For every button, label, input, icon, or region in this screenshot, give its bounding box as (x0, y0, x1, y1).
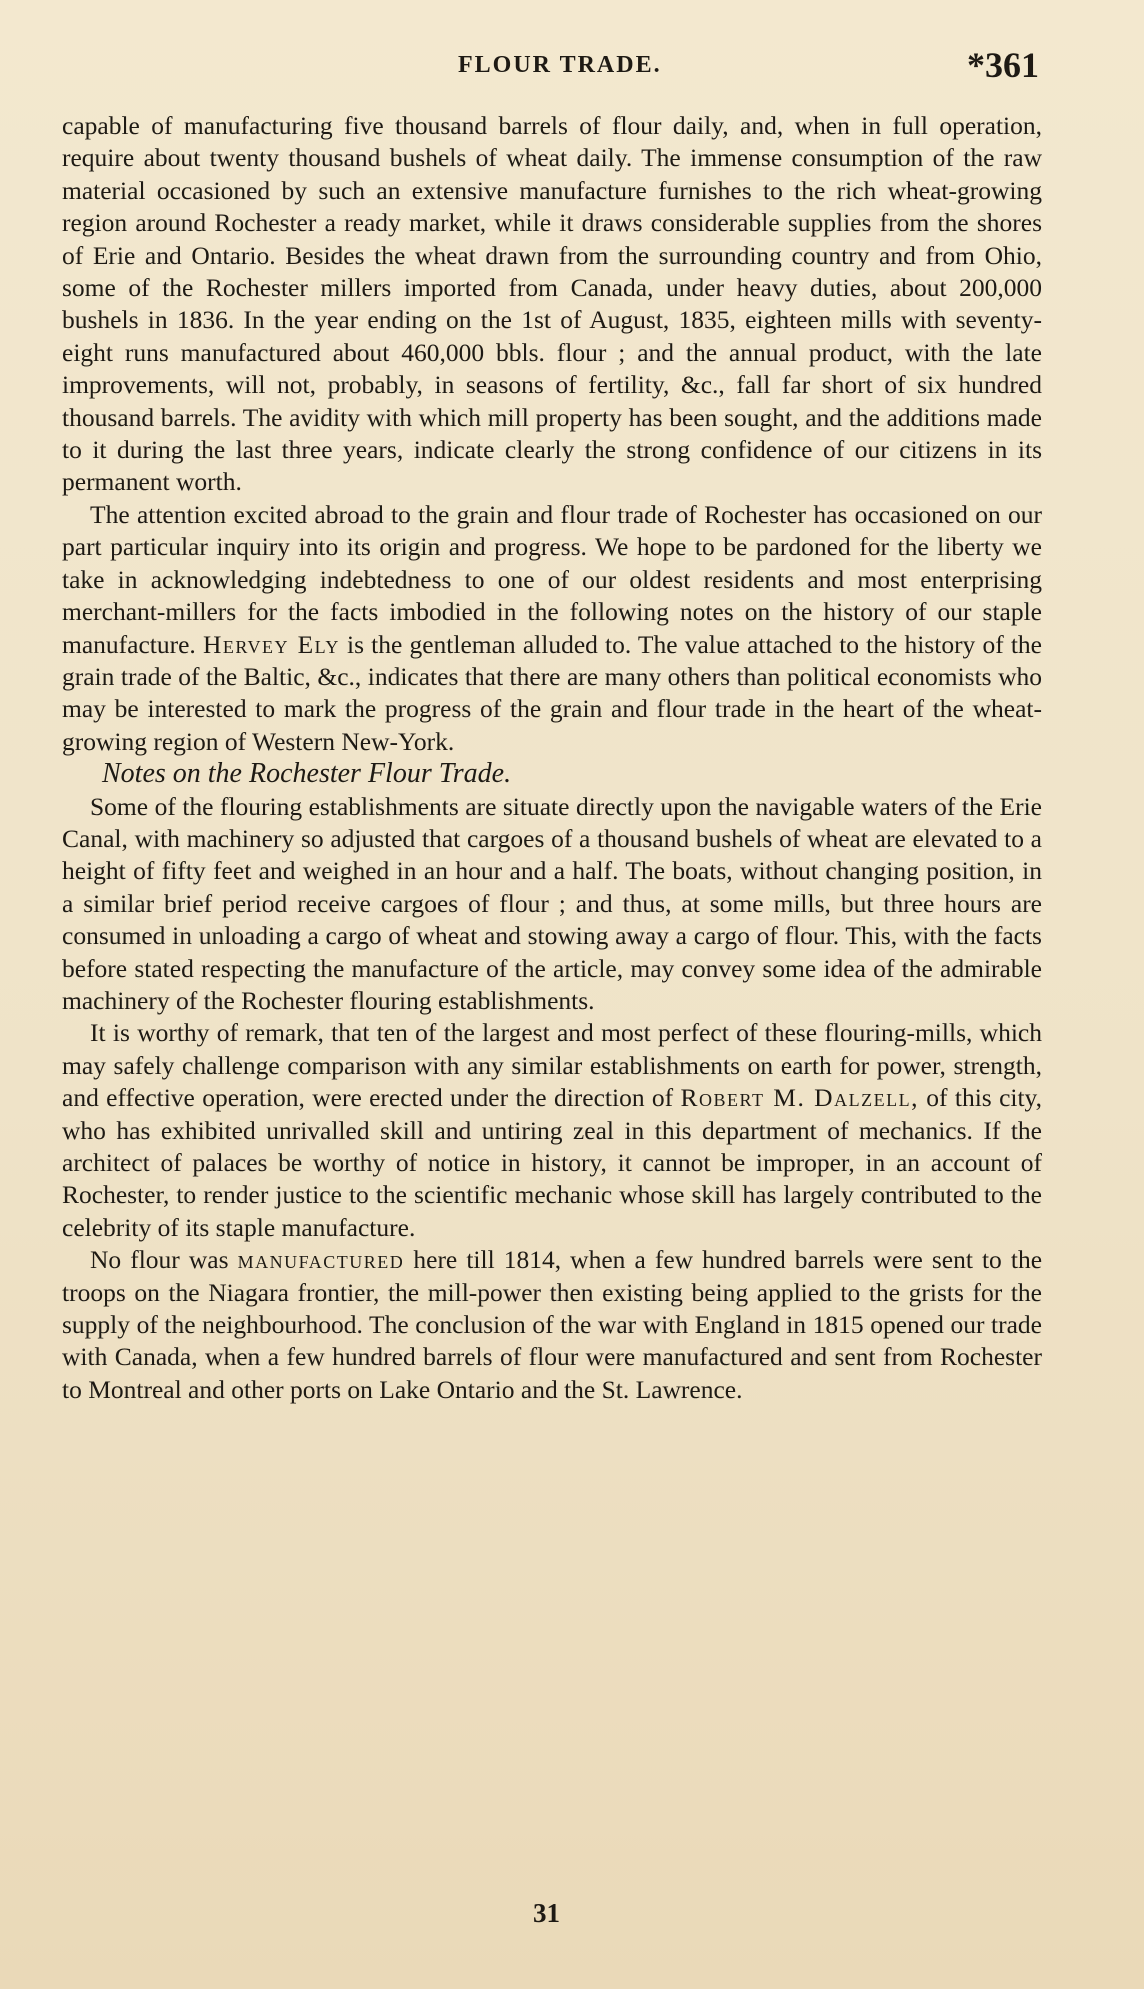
person-name-robert-dalzell: Robert M. Dalzell, (680, 1083, 919, 1113)
paragraph-3: Some of the flouring establishments are situate directly upon the navigable waters of the Erie Canal, with machinery so adjusted that cargoes of a thousand bushels of wheat are elevated to a height of fifty feet and weighed in an hour and a half. The boats, without changing position, in a similar brief period receive cargoes of flour ; and thus, at some mills, but three hours are consumed in unloading a cargo of wheat and stowing away a cargo of flour. This, with the facts before stated respecting the manufacture of the article, may convey some idea of the admirable machinery of the Rochester flouring establishments. (62, 791, 1042, 1015)
running-head: FLOUR TRADE. (458, 52, 662, 78)
paragraph-5: No flour was manufactured here till 1814, when a few hundred barrels were sent to the troops on the Niagara frontier, the mill-power then existing being applied to the grists for the supply of the neighbourhood. The conclusion of the war with England in 1815 opened our trade with Canada, when a few hundred barrels of flour were manufactured and sent from Rochester to Montreal and other ports on Lake Ontario and the St. Lawrence. (62, 1245, 1043, 1404)
body-text (62, 110, 1042, 1406)
page-header (60, 45, 1039, 100)
paragraph-4: It is worthy of remark, that ten of the largest and most perfect of these flouring-mills, which may safely challenge comparison with any similar establishments on earth for power, strength, and effective operation, were erected under the direction of Robert M. Dalzell, of this city, who has exhibited unrivalled skill and untiring zeal in this department of mechanics. If the architect of palaces be worthy of notice in history, it cannot be improper, in an account of Rochester, to render justice to the scientific mechanic whose skill has largely contributed to the celebrity of its staple manufacture. (62, 1018, 1043, 1242)
signature-mark: 31 (533, 1898, 560, 1928)
section-heading: Notes on the Rochester Flour Trade. (102, 758, 512, 790)
person-name-hervey-ely: Hervey Ely (202, 629, 340, 659)
paragraph-1: capable of manufacturing five thousand barrels of flour daily, and, when in full operation, require about twenty thousand bushels of wheat daily. The immense consumption of the raw material occasioned by such an extensive manufacture furnishes to the rich wheat-growing region around Rochester a ready market, while it draws considerable supplies from the shores of Erie and Ontario. Besides the wheat drawn from the surrounding country and from Ohio, some of the Rochester millers imported from Canada, under heavy duties, about 200,000 bushels in 1836. In the year ending on the 1st of August, 1835, eighteen mills with seventy-eight runs manufactured about 460,000 bbls. flour ; and the annual product, with the late improvements, will not, probably, in seasons of fertility, &c., fall far short of six hundred thousand barrels. The avidity with which mill property has been sought, and the additions made to it during the last three years, indicate clearly the strong confidence of our citizens in its permanent worth. (62, 111, 1042, 497)
page-number: *361 (967, 45, 1039, 85)
emphasized-word: manufactured (237, 1245, 405, 1275)
paragraph-2: The attention excited abroad to the grain and flour trade of Rochester has occasioned on our part particular inquiry into its origin and progress. We hope to be pardoned for the liberty we take in acknowledging indebtedness to one of our oldest residents and most enterprising merchant-millers for the facts imbodied in the following notes on the history of our staple manufacture. Hervey Ely is the gentleman alluded to. The value attached to the history of the grain trade of the Baltic, &c., indicates that there are many others than political economists who may be interested to mark the progress of the grain and flour trade in the heart of the wheat-growing region of Western New-York. (62, 499, 1043, 756)
